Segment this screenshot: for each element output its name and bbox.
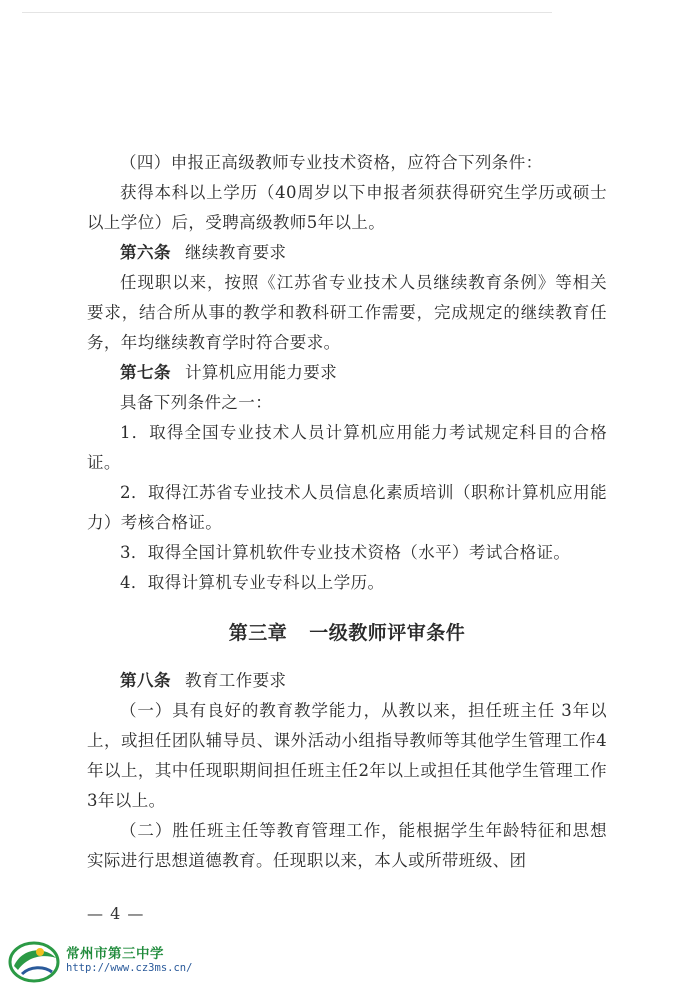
article-6-number: 第六条	[120, 243, 171, 262]
article-7-number: 第七条	[120, 363, 171, 382]
list-item-4: 4．取得计算机专业专科以上学历。	[120, 573, 385, 592]
paragraph-2: 获得本科以上学历（40周岁以下申报者须获得研究生学历或硕士以上学位）后，受聘高级教师5年以上。	[87, 183, 607, 232]
paragraph-1: （四）申报正高级教师专业技术资格，应符合下列条件：	[120, 153, 543, 172]
school-logo-icon	[8, 936, 60, 984]
article-7-heading	[87, 358, 607, 388]
article-7-title: 计算机应用能力要求	[185, 363, 338, 382]
paragraph-3: 任现职以来，按照《江苏省专业技术人员继续教育条例》等相关要求，结合所从事的教学和教科研工作需要，完成规定的继续教育任务，年均继续教育学时符合要求。	[87, 273, 607, 352]
article-6-title: 继续教育要求	[185, 243, 287, 262]
article-8-title: 教育工作要求	[185, 671, 287, 690]
school-url[interactable]: http://www.cz3ms.cn/	[66, 962, 193, 974]
chapter-number: 第三章	[228, 622, 288, 644]
chapter-heading	[87, 618, 607, 648]
top-rule	[22, 12, 552, 13]
list-item-3: 3．取得全国计算机软件专业技术资格（水平）考试合格证。	[120, 543, 571, 562]
paragraph-10: （二）胜任班主任等教育管理工作，能根据学生年龄特征和思想实际进行思想道德教育。任现职以来，本人或所带班级、团	[87, 821, 607, 870]
paragraph-9: （一）具有良好的教育教学能力，从教以来，担任班主任 3年以上，或担任团队辅导员、课外活动小组指导教师等其他学生管理工作4年以上，其中任现职期间担任班主任2年以上或担任其他学生管理工作3年以上。	[87, 701, 607, 810]
document-body	[87, 148, 607, 876]
article-6-heading	[87, 238, 607, 268]
list-item-2: 2．取得江苏省专业技术人员信息化素质培训（职称计算机应用能力）考核合格证。	[87, 483, 607, 532]
list-item-1: 1．取得全国专业技术人员计算机应用能力考试规定科目的合格证。	[87, 423, 607, 472]
page-number: — 4 —	[87, 904, 145, 923]
paragraph-4: 具备下列条件之一：	[120, 393, 273, 412]
school-watermark	[8, 936, 208, 986]
school-name: 常州市第三中学	[66, 946, 164, 962]
article-8-heading	[87, 666, 607, 696]
article-8-number: 第八条	[120, 671, 171, 690]
chapter-title: 一级教师评审条件	[309, 622, 466, 644]
